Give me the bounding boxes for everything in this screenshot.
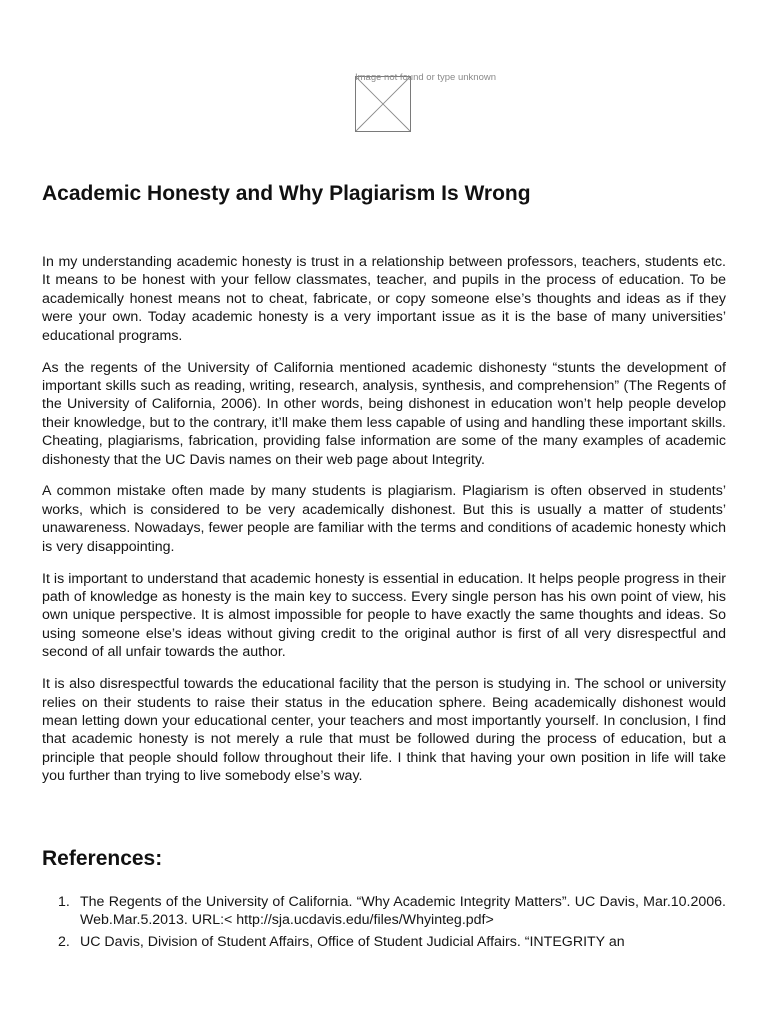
reference-number: 2.: [58, 933, 70, 950]
paragraph-1: In my understanding academic honesty is trust in a relationship between professors, teachers, students etc. It means to be honest with your fellow classmates, teacher, and pupils in the process of education. To be academically honest means not to cheat, fabricate, or copy someone else’s thoughts and ideas as if they were your own. Today academic honesty is a very important issue as it is the base of many universities’ educational programs.: [42, 254, 726, 344]
references-heading: References:: [42, 847, 163, 870]
paragraph-2: As the regents of the University of California mentioned academic dishonesty “stunts the development of important skills such as reading, writing, research, analysis, synthesis, and comprehension” (The Regents of the University of California, 2006). In other words, being dishonest in education won’t help people develop their knowledge, but to the contrary, it’ll make them less capable of using and handling these important skills. Cheating, plagiarisms, fabrication, providing false information are some of the many examples of academic dishonesty that the UC Davis names on their web page about Integrity.: [42, 359, 726, 468]
paragraph-3: A common mistake often made by many students is plagiarism. Plagiarism is often observed in students’ works, which is considered to be very academically dishonest. But this is usually a matter of students’ unawareness. Nowadays, fewer people are familiar with the terms and conditions of academic honesty which is very disappointing.: [42, 483, 726, 555]
reference-text: UC Davis, Division of Student Affairs, Office of Student Judicial Affairs. “INTEGRITY an: [80, 933, 625, 950]
document-title: Academic Honesty and Why Plagiarism Is Wrong: [42, 182, 531, 205]
broken-image-icon: [355, 76, 411, 132]
document-body: [42, 253, 726, 799]
paragraph-4: It is important to understand that academic honesty is essential in education. It helps people progress in their path of knowledge as honesty is the main key to success. Every single person has his own point of view, his own unique perspective. It is almost impossible for people to have exactly the same thoughts and ideas. So using someone else’s ideas without giving credit to the original author is first of all very disrespectful and second of all unfair towards the author.: [42, 570, 726, 661]
references-list: [42, 893, 726, 954]
paragraph-5: It is also disrespectful towards the educational facility that the person is studying in. The school or university relies on their students to raise their status in the education sphere. Being academically dishonest would mean letting down your educational center, your teachers and most importantly yourself. In conclusion, I find that academic honesty is not merely a rule that must be followed during the process of education, but a principle that people should follow throughout their life. I think that having your own position in life will take you further than trying to live somebody else’s way.: [42, 676, 726, 785]
reference-text: The Regents of the University of California. “Why Academic Integrity Matters”. UC Davis, Mar.10.2006. Web.Mar.5.2013. URL:< http://sja.ucdavis.edu/files/Whyinteg.pdf>: [80, 894, 726, 929]
broken-image-alt-text: Image not found or type unknown: [355, 72, 497, 83]
reference-number: 1.: [58, 894, 70, 910]
reference-item: [42, 893, 726, 930]
reference-item: [42, 933, 726, 951]
